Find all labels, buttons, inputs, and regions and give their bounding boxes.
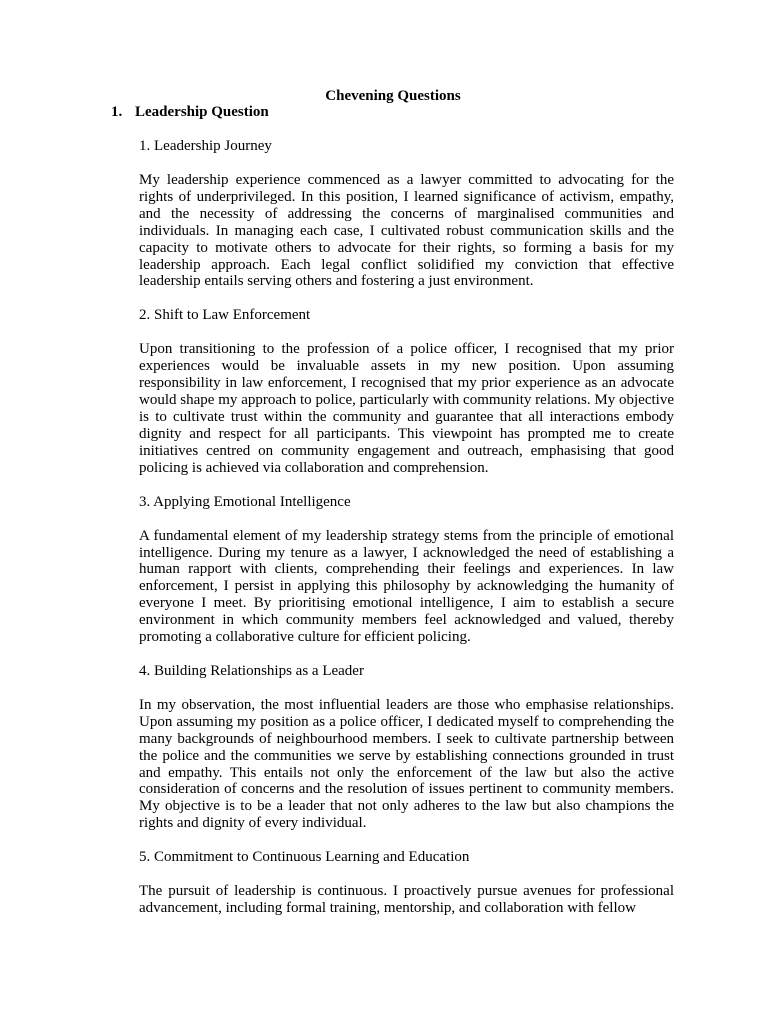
subsection-paragraph: My leadership experience commenced as a lawyer committed to advocating for the rights of underprivileged. In this position, I learned significance of activism, empathy, and the necessity of addressing the concerns of marginalised communities and individuals. In managing each case, I cultivated robust communication skills and the capacity to motivate others to advocate for their rights, so forming a basis for my leadership approach. Each legal conflict solidified my conviction that effective leadership entails serving others and fostering a just environment. bbox=[139, 172, 674, 290]
subsection-heading: 2. Shift to Law Enforcement bbox=[139, 307, 311, 324]
subsection-paragraph: The pursuit of leadership is continuous. I proactively pursue avenues for professional advancement, including formal training, mentorship, and collaboration with fellow bbox=[139, 883, 674, 917]
subsection-heading: 5. Commitment to Continuous Learning and Education bbox=[139, 849, 470, 866]
subsection-paragraph: A fundamental element of my leadership strategy stems from the principle of emotional intelligence. During my tenure as a lawyer, I acknowledged the need of establishing a human rapport with clients, comprehending their feelings and experiences. In law enforcement, I persist in applying this philosophy by acknowledging the humanity of everyone I meet. By prioritising emotional intelligence, I aim to establish a secure environment in which community members feel acknowledged and valued, thereby promoting a collaborative culture for efficient policing. bbox=[139, 527, 674, 646]
document-title: Chevening Questions bbox=[325, 88, 461, 104]
subsection-heading: 3. Applying Emotional Intelligence bbox=[139, 493, 351, 510]
subsection-heading: 1. Leadership Journey bbox=[139, 138, 272, 154]
subsection-paragraph: Upon transitioning to the profession of a police officer, I recognised that my prior experiences would be invaluable assets in my new position. Upon assuming responsibility in law enforcement, I recognised that my prior experience as an advocate would shape my approach to police, particularly with community relations. My objective is to cultivate trust within the community and guarantee that all interactions embody dignity and respect for all participants. This viewpoint has prompted me to create initiatives centred on community engagement and outreach, emphasising that good policing is achieved via collaboration and comprehension. bbox=[139, 341, 674, 476]
document-body bbox=[139, 138, 674, 934]
subsection-heading: 4. Building Relationships as a Leader bbox=[139, 662, 364, 679]
section-heading bbox=[111, 103, 269, 121]
subsection-paragraph: In my observation, the most influential leaders are those who emphasise relationships. Upon assuming my position as a police officer, I dedicated myself to comprehending the many backgrounds of neighbourhood members. I seek to cultivate partnership between the police and the communities we serve by establishing connections grounded in trust and empathy. This entails not only the enforcement of the law but also the active consideration of concerns and the resolution of issues pertinent to community members. My objective is to be a leader that not only adheres to the law but also champions the rights and dignity of every individual. bbox=[139, 696, 674, 832]
section-number: 1. bbox=[111, 104, 123, 120]
section-title: Leadership Question bbox=[135, 104, 269, 120]
